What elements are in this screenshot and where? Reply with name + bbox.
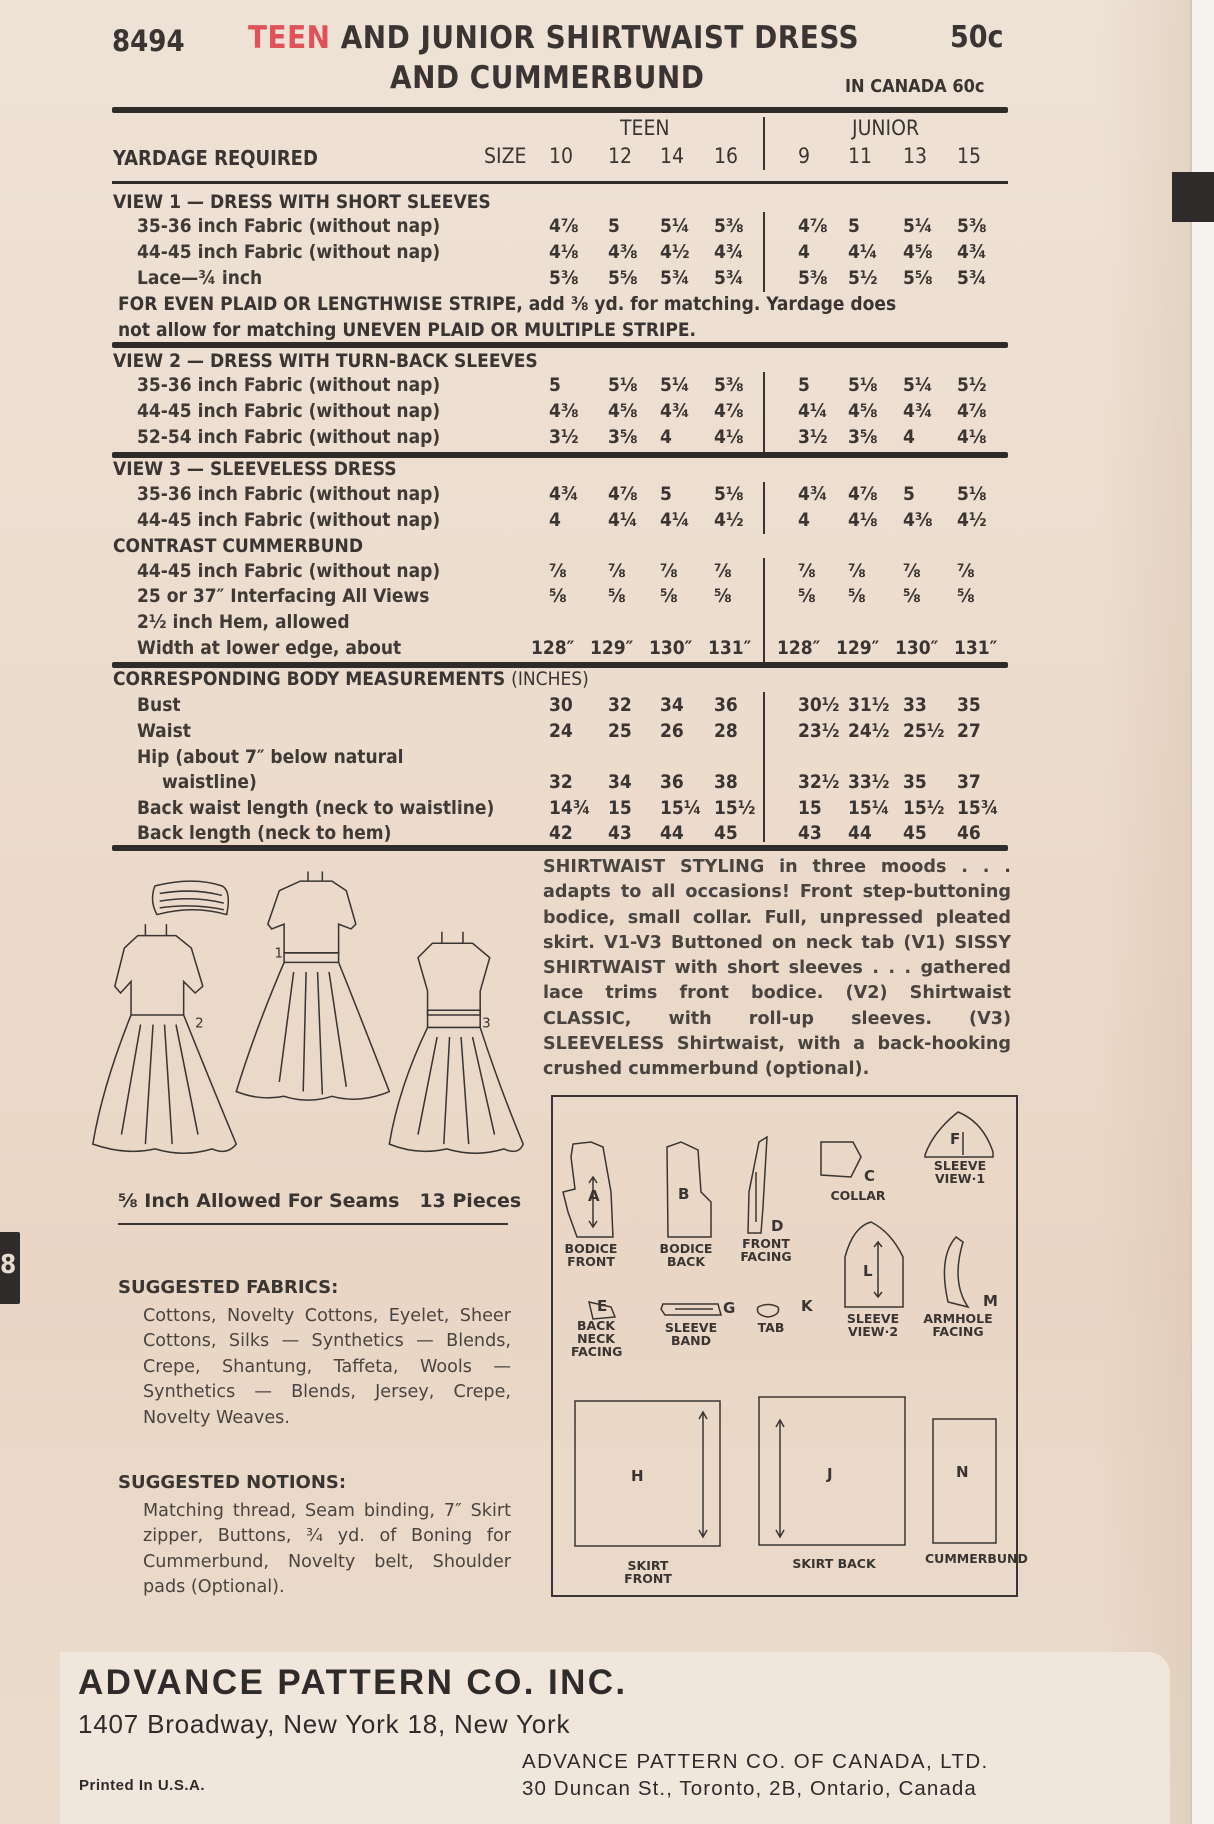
cell-junior: 4⅛: [957, 426, 987, 448]
cell-junior: 23½: [798, 720, 840, 742]
cell-junior: 4⅜: [903, 509, 933, 531]
row-label: Back waist length (neck to waistline): [137, 797, 495, 819]
cell-junior: 33½: [848, 771, 890, 793]
row-label: 44-45 inch Fabric (without nap): [137, 400, 441, 422]
index-tab-left: [0, 1232, 20, 1304]
cell-junior: ⅝: [957, 585, 975, 607]
cell-teen: 36: [714, 694, 738, 716]
table-row: [0, 611, 1010, 635]
cell-teen: 4¾: [660, 400, 690, 422]
cell-teen: 15¼: [660, 797, 702, 819]
dress-illustration: [88, 855, 528, 1175]
cell-junior: ⅝: [848, 585, 866, 607]
row-label: 44-45 inch Fabric (without nap): [137, 509, 441, 531]
cell-junior: 5¼: [903, 374, 933, 396]
cell-teen: 44: [660, 822, 684, 844]
section-rule: [112, 342, 1008, 348]
cell-teen: 4⅜: [608, 241, 638, 263]
cell-teen: ⅝: [608, 585, 626, 607]
piece-name-bodice-back: BODICE BACK: [659, 1241, 713, 1269]
cell-teen: 32: [549, 771, 573, 793]
cell-teen: 4½: [660, 241, 690, 263]
piece-letter-k: K: [801, 1297, 813, 1315]
piece-name-cummerbund: CUMMERBUND: [925, 1551, 1028, 1566]
table-row: [0, 374, 1010, 398]
cell-teen: 45: [714, 822, 738, 844]
piece-letter-l: L: [863, 1262, 873, 1280]
size-junior-13: 13: [903, 144, 928, 168]
cell-junior: 15½: [903, 797, 945, 819]
cell-junior: ⅞: [848, 560, 866, 582]
cell-teen: 34: [608, 771, 632, 793]
piece-letter-f: F: [950, 1130, 961, 1148]
column-divider: [763, 692, 765, 842]
cell-junior: 5½: [957, 374, 987, 396]
measurements-title: [113, 668, 589, 690]
size-teen-10: 10: [549, 144, 574, 168]
cell-teen: 4: [549, 509, 561, 531]
index-tab-right: [1172, 172, 1214, 222]
table-row: [0, 822, 1010, 846]
piece-count: 13 Pieces: [419, 1190, 522, 1212]
column-divider: [763, 558, 765, 662]
cell-teen: 5⅜: [714, 374, 744, 396]
cell-teen: 15: [608, 797, 632, 819]
cell-junior: 35: [903, 771, 927, 793]
cell-junior: 128″: [777, 637, 821, 659]
table-row: [0, 720, 1010, 744]
table-row: [0, 694, 1010, 718]
view-number-1: 1: [274, 946, 284, 962]
cell-teen: 43: [608, 822, 632, 844]
suggested-notions-body: Matching thread, Seam binding, 7″ Skirt zipper, Buttons, ¾ yd. of Boning for Cummerbund, Novelty belt, Shoulder pads (Optional).: [143, 1501, 511, 1598]
row-label: 25 or 37″ Interfacing All Views: [137, 585, 430, 607]
column-divider: [763, 482, 765, 534]
piece-name-bodice-front: BODICE FRONT: [564, 1241, 618, 1269]
header-rule: [112, 107, 1008, 113]
cell-teen: ⅞: [549, 560, 567, 582]
canada-price: IN CANADA 60c: [845, 76, 985, 97]
cell-teen: 3½: [549, 426, 579, 448]
cell-junior: 44: [848, 822, 872, 844]
cell-junior: 4: [798, 509, 810, 531]
cell-teen: 5: [660, 483, 672, 505]
cell-teen: 5: [549, 374, 561, 396]
piece-name-skirt-back: SKIRT BACK: [792, 1556, 876, 1571]
cell-junior: 4⅞: [848, 483, 878, 505]
row-label: Hip (about 7″ below natural: [137, 746, 404, 768]
pattern-title-line2: AND CUMMERBUND: [390, 60, 705, 96]
cell-teen: 32: [608, 694, 632, 716]
cell-junior: 43: [798, 822, 822, 844]
size-junior-9: 9: [798, 144, 811, 168]
size-junior-11: 11: [848, 144, 873, 168]
size-teen-16: 16: [714, 144, 739, 168]
cell-junior: 5⅛: [957, 483, 987, 505]
cell-teen: 4¾: [714, 241, 744, 263]
cell-teen: 4⅞: [549, 215, 579, 237]
cell-junior: 30½: [798, 694, 840, 716]
piece-name-tab: TAB: [757, 1320, 785, 1335]
title-teen: TEEN: [248, 20, 331, 56]
cell-teen: 5⅛: [608, 374, 638, 396]
cell-junior: 4¾: [957, 241, 987, 263]
cell-teen: 38: [714, 771, 738, 793]
cell-teen: 4⅜: [549, 400, 579, 422]
cell-junior: 5⅛: [848, 374, 878, 396]
cell-teen: 4⅛: [714, 426, 744, 448]
cell-junior: 4¾: [798, 483, 828, 505]
cell-junior: 35: [957, 694, 981, 716]
row-label: Waist: [137, 720, 191, 742]
piece-name-front-facing: FRONT FACING: [740, 1236, 792, 1264]
view-number-2: 2: [195, 1016, 204, 1032]
section-title-view-3: VIEW 3 — SLEEVELESS DRESS: [113, 458, 397, 480]
row-label: 35-36 inch Fabric (without nap): [137, 374, 441, 396]
table-row: [0, 797, 1010, 821]
cell-junior: 24½: [848, 720, 890, 742]
suggested-fabrics-title: SUGGESTED FABRICS:: [118, 1277, 339, 1298]
cell-teen: 3⅝: [608, 426, 638, 448]
piece-letter-c: C: [864, 1167, 876, 1185]
company-name: ADVANCE PATTERN CO. INC.: [78, 1663, 628, 1702]
table-row: [0, 267, 1010, 291]
cell-junior: 131″: [954, 637, 998, 659]
cell-teen: 5⅝: [608, 267, 638, 289]
section-title-cummerbund: CONTRAST CUMMERBUND: [113, 535, 364, 557]
cell-junior: 5: [798, 374, 810, 396]
cell-teen: 5⅜: [549, 267, 579, 289]
cell-teen: 4⅞: [714, 400, 744, 422]
cell-junior: ⅞: [957, 560, 975, 582]
row-label: Lace—¾ inch: [137, 267, 263, 289]
cell-junior: 5¾: [957, 267, 987, 289]
cell-junior: 4⅞: [798, 215, 828, 237]
cell-junior: 3⅝: [848, 426, 878, 448]
cell-junior: 4⅝: [903, 241, 933, 263]
cell-teen: ⅞: [608, 560, 626, 582]
style-description: SHIRTWAIST STYLING in three moods . . . adapts to all occasions! Front step-buttoning bodice, small collar. Full, unpressed pleated skirt. V1-V3 Buttoned on neck tab (V1) SISSY SHIRTWAIST with short sleeves . . . gathered lace trims front bodice. (V2) Shirtwaist CLASSIC, with roll-up sleeves. (V3) SLEEVELESS Shirtwaist, with a back-hooking crushed cummerbund (optional).: [543, 857, 1011, 1080]
size-rule: [112, 181, 1008, 184]
cell-junior: 32½: [798, 771, 840, 793]
pattern-number: 8494: [112, 24, 185, 58]
piece-name-collar: COLLAR: [830, 1188, 886, 1203]
cell-junior: 37: [957, 771, 981, 793]
piece-letter-h: H: [631, 1467, 644, 1485]
row-label: Bust: [137, 694, 181, 716]
table-row: [0, 400, 1010, 424]
table-row: [0, 509, 1010, 533]
suggested-fabrics-body: Cottons, Novelty Cottons, Eyelet, Sheer Cottons, Silks — Synthetics — Blends, Crepe, Shantung, Taffeta, Wools — Synthetics — Blends, Jersey, Crepe, Novelty Weaves.: [143, 1306, 511, 1428]
column-divider: [763, 372, 765, 452]
size-teen-14: 14: [660, 144, 685, 168]
measurements-title-text: CORRESPONDING BODY MEASUREMENTS: [113, 668, 506, 690]
table-row: [0, 585, 1010, 609]
cell-teen: ⅝: [549, 585, 567, 607]
cell-teen: 4⅞: [608, 483, 638, 505]
table-row: [0, 215, 1010, 239]
cell-junior: 25½: [903, 720, 945, 742]
plaid-note: not allow for matching UNEVEN PLAID OR MULTIPLE STRIPE.: [118, 319, 697, 341]
cell-junior: ⅞: [798, 560, 816, 582]
cell-teen: 5¾: [714, 267, 744, 289]
table-row: [0, 771, 1010, 795]
cell-junior: 4⅛: [848, 509, 878, 531]
cell-teen: 5⅜: [714, 215, 744, 237]
piece-letter-a: A: [588, 1187, 600, 1205]
row-label: 35-36 inch Fabric (without nap): [137, 483, 441, 505]
cell-teen: 5¼: [660, 215, 690, 237]
cell-junior: 5: [903, 483, 915, 505]
cell-junior: 4¾: [903, 400, 933, 422]
cell-teen: 131″: [708, 637, 752, 659]
cell-junior: ⅝: [798, 585, 816, 607]
title-rest: AND JUNIOR SHIRTWAIST DRESS: [340, 20, 860, 56]
canada-company-name: ADVANCE PATTERN CO. OF CANADA, LTD.: [522, 1750, 989, 1773]
cell-junior: 15: [798, 797, 822, 819]
cell-teen: 4½: [714, 509, 744, 531]
pattern-title: [248, 20, 859, 56]
column-divider: [763, 212, 765, 292]
piece-letter-j: J: [827, 1465, 833, 1483]
table-row: [0, 426, 1010, 450]
cell-junior: 4¼: [798, 400, 828, 422]
company-address: 1407 Broadway, New York 18, New York: [78, 1709, 571, 1739]
cell-teen: 26: [660, 720, 684, 742]
header-divider: [763, 117, 765, 170]
cell-junior: 15¾: [957, 797, 999, 819]
cell-junior: 33: [903, 694, 927, 716]
canada-company-address: 30 Duncan St., Toronto, 2B, Ontario, Canada: [522, 1777, 977, 1800]
cell-teen: 5¼: [660, 374, 690, 396]
cell-teen: 128″: [531, 637, 575, 659]
piece-letter-n: N: [956, 1463, 969, 1481]
table-row: [0, 483, 1010, 507]
cell-junior: 4¼: [848, 241, 878, 263]
cell-junior: 5: [848, 215, 860, 237]
size-label: SIZE: [484, 144, 527, 168]
row-label: waistline): [162, 771, 257, 793]
row-label: Width at lower edge, about: [137, 637, 402, 659]
plaid-note: FOR EVEN PLAID OR LENGTHWISE STRIPE, add ⅜ yd. for matching. Yardage does: [118, 293, 897, 315]
printed-in: Printed In U.S.A.: [79, 1777, 206, 1794]
cell-junior: 130″: [895, 637, 939, 659]
cell-junior: 31½: [848, 694, 890, 716]
section-title-view-2: VIEW 2 — DRESS WITH TURN-BACK SLEEVES: [113, 350, 538, 372]
index-tab-text: 8: [0, 1250, 17, 1280]
row-label: 2½ inch Hem, allowed: [137, 611, 350, 633]
piece-name-sleeve-view-1: SLEEVE VIEW·1: [933, 1158, 987, 1186]
piece-name-back-neck-facing: BACK NECK FACING: [571, 1318, 623, 1359]
group-teen-label: TEEN: [620, 116, 670, 140]
cell-junior: 129″: [836, 637, 880, 659]
cell-teen: 5: [608, 215, 620, 237]
group-junior-label: JUNIOR: [852, 116, 920, 140]
piece-letter-m: M: [983, 1292, 998, 1310]
cell-teen: 24: [549, 720, 573, 742]
piece-name-skirt-front: SKIRT FRONT: [624, 1558, 672, 1586]
seam-allowance: [118, 1190, 521, 1212]
cell-teen: ⅞: [714, 560, 732, 582]
cell-junior: 45: [903, 822, 927, 844]
row-label: 52-54 inch Fabric (without nap): [137, 426, 441, 448]
cell-teen: 4¼: [660, 509, 690, 531]
cell-teen: 15½: [714, 797, 756, 819]
size-junior-15: 15: [957, 144, 982, 168]
cell-junior: ⅝: [903, 585, 921, 607]
table-row: [0, 560, 1010, 584]
cell-teen: 34: [660, 694, 684, 716]
cell-teen: 42: [549, 822, 573, 844]
cell-teen: ⅝: [660, 585, 678, 607]
cell-teen: 4¾: [549, 483, 579, 505]
seam-allowance-text: ⅝ Inch Allowed For Seams: [118, 1190, 400, 1212]
table-row: [0, 746, 1010, 770]
pattern-pieces-diagram: [551, 1095, 1028, 1597]
cell-teen: 4⅝: [608, 400, 638, 422]
size-teen-12: 12: [608, 144, 633, 168]
cell-teen: 4: [660, 426, 672, 448]
suggested-notions-title: SUGGESTED NOTIONS:: [118, 1472, 347, 1493]
cell-junior: 4½: [957, 509, 987, 531]
cell-junior: 4⅞: [957, 400, 987, 422]
cell-junior: 4⅝: [848, 400, 878, 422]
cell-teen: 4⅛: [549, 241, 579, 263]
cell-junior: ⅞: [903, 560, 921, 582]
cell-junior: 4: [798, 241, 810, 263]
cell-junior: 5⅜: [957, 215, 987, 237]
cell-teen: ⅝: [714, 585, 732, 607]
table-row: [0, 637, 1010, 661]
cell-teen: 28: [714, 720, 738, 742]
cell-teen: 14¾: [549, 797, 591, 819]
cell-teen: 129″: [590, 637, 634, 659]
price: 50c: [950, 20, 1004, 55]
view-number-3: 3: [482, 1016, 491, 1032]
cell-teen: 25: [608, 720, 632, 742]
cell-teen: 5¾: [660, 267, 690, 289]
piece-letter-b: B: [678, 1185, 690, 1203]
seams-rule: [118, 1223, 508, 1225]
cell-teen: 4¼: [608, 509, 638, 531]
row-label: 44-45 inch Fabric (without nap): [137, 241, 441, 263]
cell-teen: 5⅛: [714, 483, 744, 505]
cell-junior: 5⅜: [798, 267, 828, 289]
cell-teen: 36: [660, 771, 684, 793]
cell-junior: 5½: [848, 267, 878, 289]
piece-letter-e: E: [597, 1297, 608, 1315]
row-label: Back length (neck to hem): [137, 822, 392, 844]
cell-teen: ⅞: [660, 560, 678, 582]
cell-junior: 5⅝: [903, 267, 933, 289]
row-label: 35-36 inch Fabric (without nap): [137, 215, 441, 237]
cell-teen: 130″: [649, 637, 693, 659]
cell-junior: 4: [903, 426, 915, 448]
cell-teen: 30: [549, 694, 573, 716]
piece-name-sleeve-view-2: SLEEVE VIEW·2: [846, 1311, 900, 1339]
section-title-view-1: VIEW 1 — DRESS WITH SHORT SLEEVES: [113, 191, 491, 213]
cell-junior: 15¼: [848, 797, 890, 819]
measurements-unit: (INCHES): [511, 668, 589, 690]
piece-name-armhole-facing: ARMHOLE FACING: [923, 1311, 993, 1339]
cell-junior: 3½: [798, 426, 828, 448]
section-rule: [112, 845, 1008, 851]
piece-name-sleeve-band: SLEEVE BAND: [664, 1320, 718, 1348]
yardage-heading: YARDAGE REQUIRED: [113, 146, 318, 170]
cell-junior: 5¼: [903, 215, 933, 237]
cell-junior: 27: [957, 720, 981, 742]
cell-junior: 46: [957, 822, 981, 844]
piece-letter-d: D: [771, 1217, 784, 1235]
row-label: 44-45 inch Fabric (without nap): [137, 560, 441, 582]
table-row: [0, 241, 1010, 265]
piece-letter-g: G: [723, 1299, 736, 1317]
